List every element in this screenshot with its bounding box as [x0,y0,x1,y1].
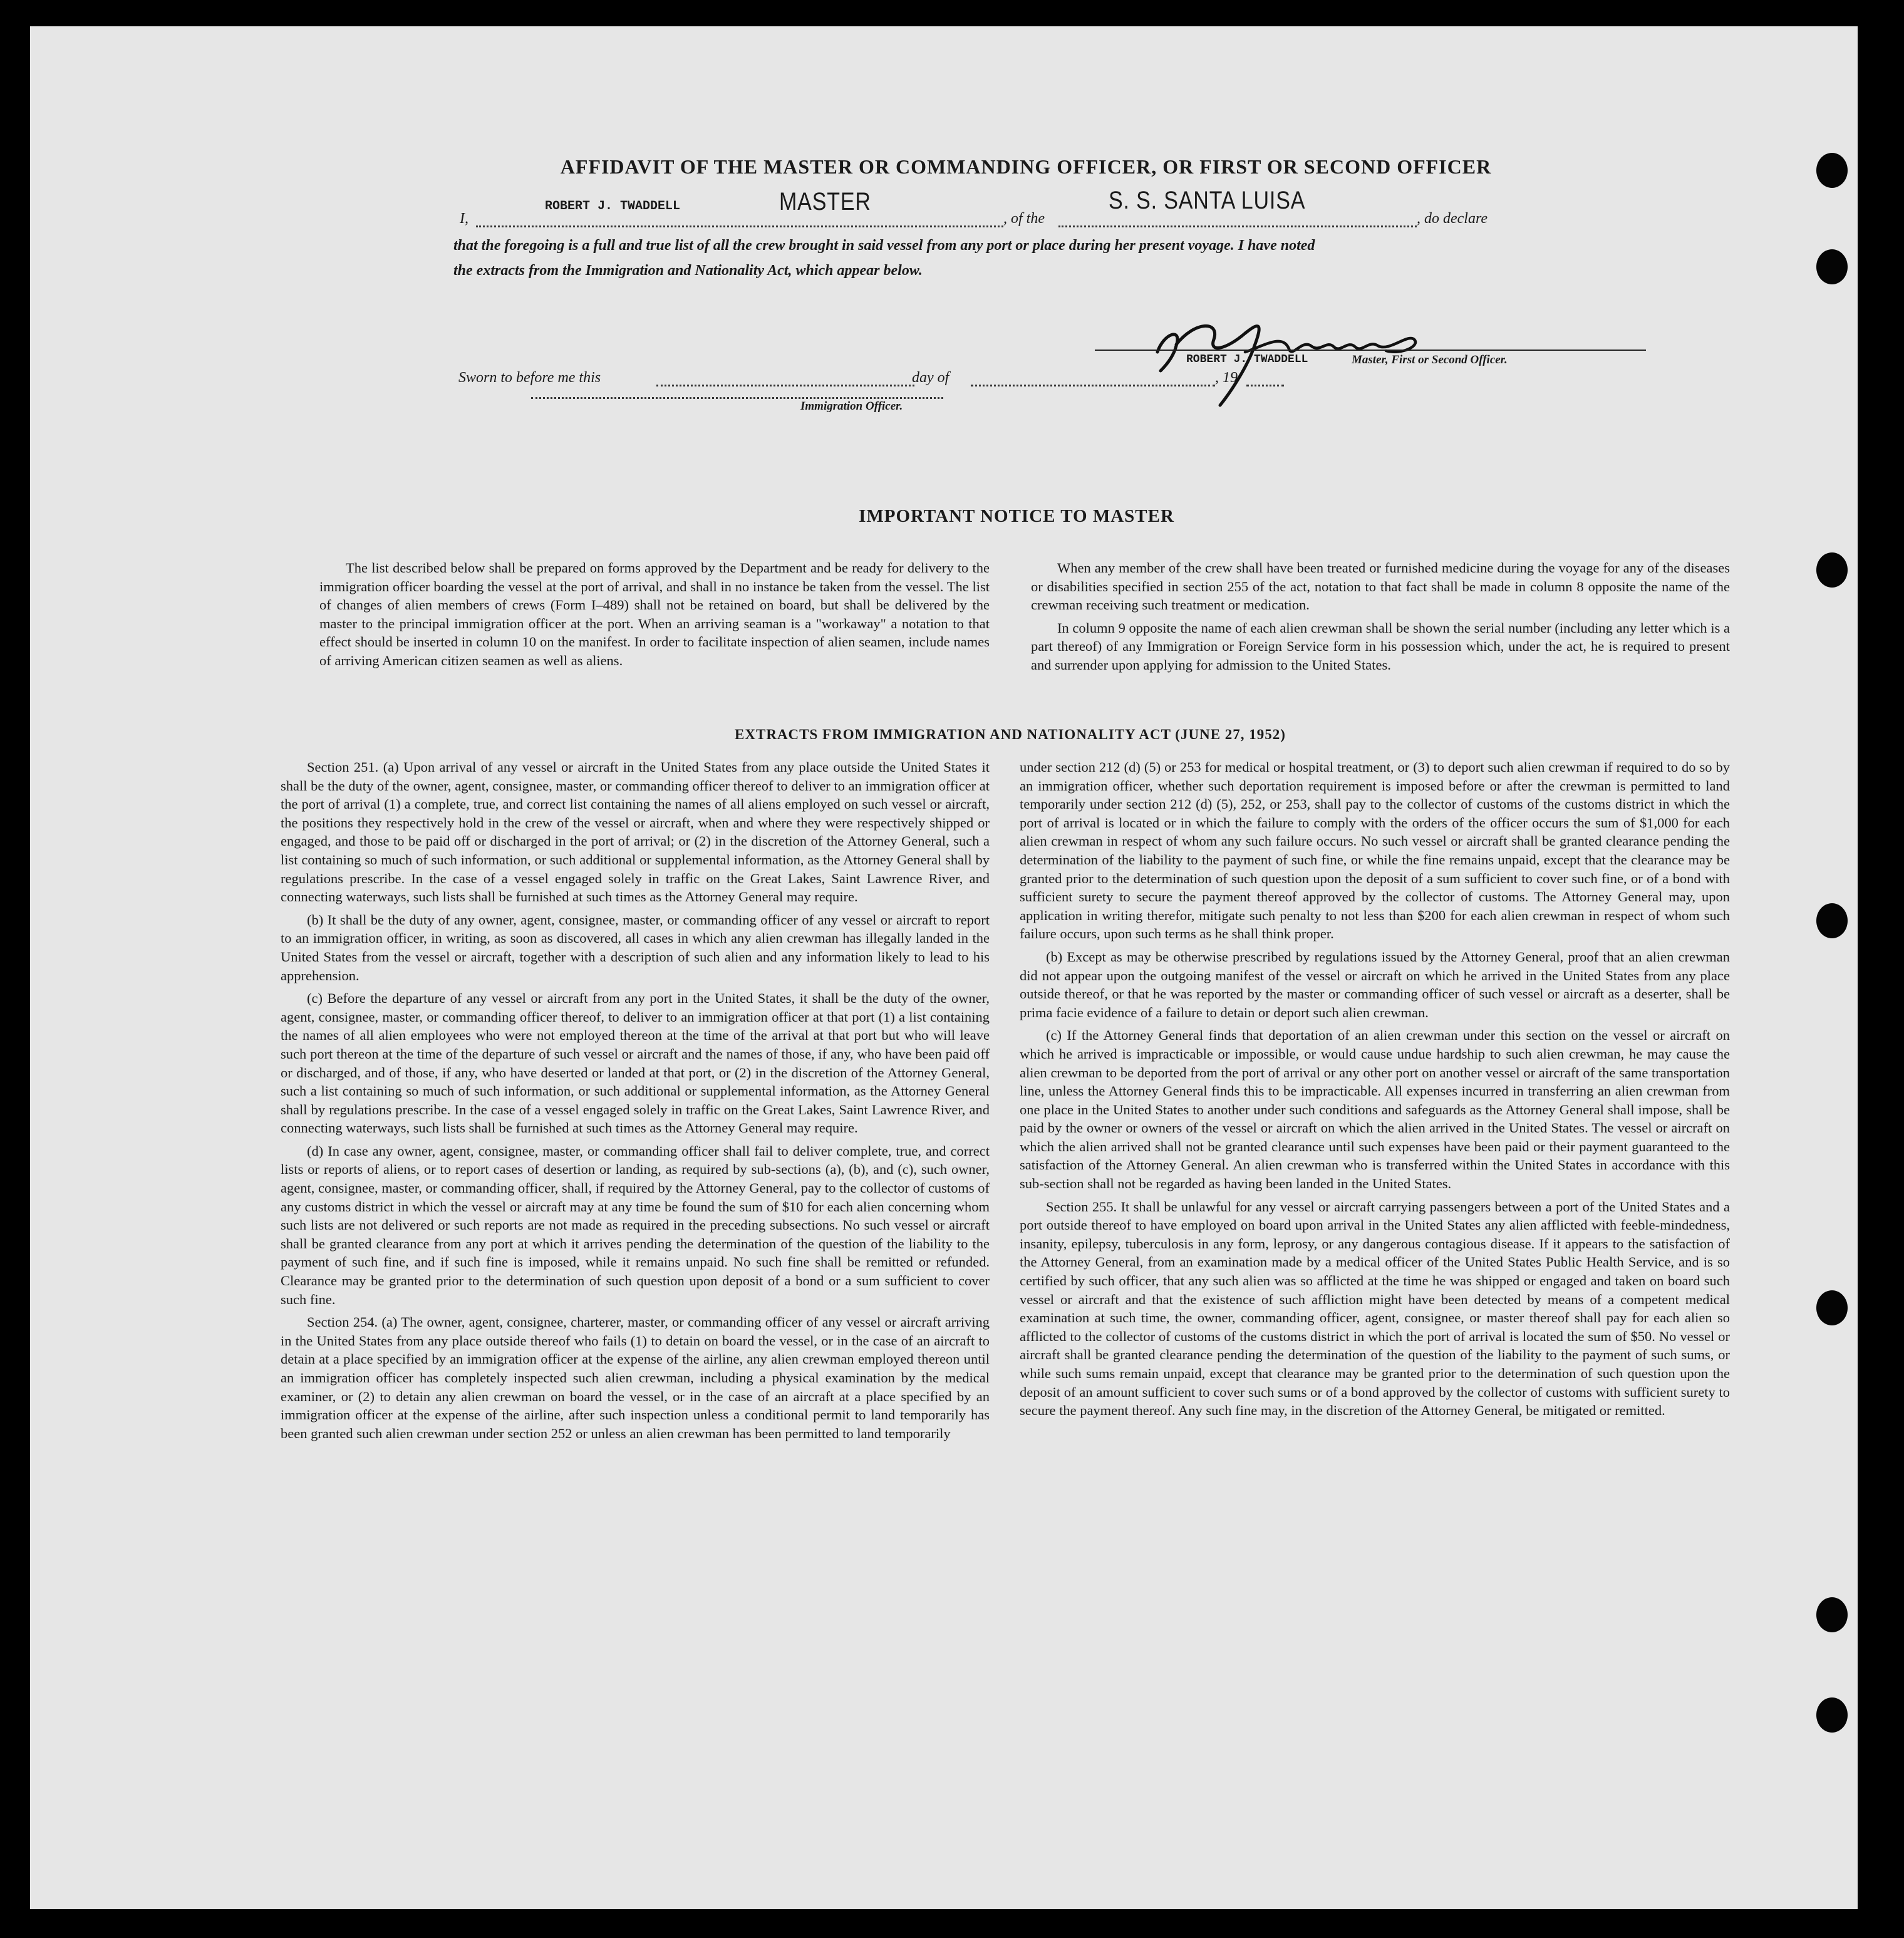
section-251-a: Section 251. (a) Upon arrival of any vessel or aircraft in the United States from any place outside the United States it shall be the duty of the owner, agent, consignee, master, or commanding officer thereof to deliver to an immigration officer at the port of arrival (1) a complete, true, and correct list containing the names of all aliens employed on such vessel or aircraft, the positions they respectively hold in the crew of the vessel or aircraft, when and where they were respectively shipped or engaged, and those to be paid off or discharged in the port of arrival; or (2) in the discretion of the Attorney General, such a list containing so much of such information, or such additional or supplemental information, as the Attorney General shall by regulations prescribe. In the case of a vessel engaged solely in traffic on the Great Lakes, Saint Lawrence River, and connecting waterways, such lists shall be furnished at such times as the Attorney General may require. [281,759,990,905]
immigration-officer-line [531,397,943,399]
sworn-month-field [971,385,1215,386]
punch-hole [1816,1697,1848,1733]
affidavit-title: AFFIDAVIT OF THE MASTER OR COMMANDING OFFICER, OR FIRST OR SECOND OFFICER [560,155,1492,178]
section-254-a-continued: under section 212 (d) (5) or 253 for medical or hospital treatment, or (3) to deport such alien crewman if required to do so by an immigration officer, whether such deportation requirement is imposed before or after the crewman is permitted to land temporarily under section 212 (d) (5), 252, or 253, shall pay to the collector of customs of the customs district in which the port of arrival is located or in which the failure to comply with the orders of the officer occurs the sum of $1,000 for each alien crewman in respect of whom any such failure occurs. No such vessel or aircraft shall be granted clearance pending the determination of the liability to the payment of such fine, or while the fine remains unpaid, except that the clearance may be granted prior to the determination of such question upon the deposit of a sum sufficient to cover such fine, or of a bond with sufficient surety to secure the payment thereof approved by the collector of customs. The Attorney General may, upon application in writing therefor, mitigate such penalty to not less than $200 for each alien crewman in respect of whom such failure occurs, upon such terms as he shall think proper. [1020,759,1730,942]
day-of-label: day of [912,370,949,386]
punch-hole [1816,153,1848,188]
extracts-right-column [1020,758,1730,1424]
signature-line [1095,350,1646,351]
do-declare-label: , do declare [1417,210,1488,227]
notice-right-paragraph-1: When any member of the crew shall have been treated or furnished medicine during the voyage for any of the diseases or disabilities specified in section 255 of the act, notation to that fact shall be made in column 8 opposite the name of the crewman receiving such treatment or medication. [1031,560,1730,613]
punch-hole [1816,903,1848,938]
signature-caption: Master, First or Second Officer. [1352,353,1508,366]
notice-left-column [319,559,990,675]
section-254-a: Section 254. (a) The owner, agent, consignee, charterer, master, or commanding officer of any vessel or aircraft arriving in the United States from any place outside thereof who fails (1) to detain on board the vessel, or in the case of an aircraft to detain at a place specified by an immigration officer at the expense of the airline, any alien crewman employed thereon until an immigration officer has completely inspected such alien crewman, including a physical examination by the medical examiner, or (2) to detain any alien crewman on board the vessel, or in the case of an aircraft at a place specified by an immigration officer at the expense of the airline, after such inspection unless a conditional permit to land temporarily has been granted such alien crewman under section 252 or unless an alien crewman has been permitted to land temporarily [281,1314,990,1441]
punch-hole [1816,552,1848,588]
sworn-year-field [1246,385,1284,386]
punch-hole [1816,249,1848,284]
vessel-field-line [1058,225,1417,227]
vessel-name-stamp: S. S. SANTA LUISA [1109,187,1306,214]
of-the-label: , of the [1003,210,1045,227]
section-254-c: (c) If the Attorney General finds that deportation of an alien crewman under this section on the vessel or aircraft on which he arrived is impracticable or impossible, or would cause undue hardship to such alien crewman, he may cause the alien crewman to be deported from the port of arrival or any other port on another vessel or aircraft of the same transportation line, unless the Attorney General finds this to be impracticable. All expenses incurred in transferring an alien crewman from one place in the United States to another under such conditions and safeguards as the Attorney General shall impose, shall be paid by the owner or owners of the vessel or aircraft on which the alien arrived in the United States. The vessel or aircraft on which the alien arrived shall not be granted clearance until such expenses have been paid or their payment guaranteed to the satisfaction of the Attorney General. An alien crewman who is transferred within the United States in accordance with this sub-section shall not be regarded as having been landed in the United States. [1020,1027,1730,1192]
immigration-officer-caption: Immigration Officer. [800,400,903,413]
section-251-d: (d) In case any owner, agent, consignee, master, or commanding officer shall fail to deliver complete, true, and correct lists or reports of aliens, or to report cases of desertion or landing, as required by sub-sections (a), (b), and (c), such owner, agent, consignee, master, or commanding officer, shall, if required by the Attorney General, pay to the collector of customs of any customs district in which the vessel or aircraft may at any time be found the sum of $10 for each alien concerning whom such lists are not delivered or such reports are not made as required in the preceding subsections. No such vessel or aircraft shall be granted clearance from any port at which it arrives pending the determination of the question of the liability to the payment of such fine, and if such fine is imposed, while it remains unpaid. No such fine shall be remitted or refunded. Clearance may be granted prior to the determination of such question upon deposit of a bond or a sum sufficient to cover such fine. [281,1143,990,1307]
master-name-field: ROBERT J. TWADDELL [545,199,681,214]
typed-signature-name: ROBERT J. TWADDELL [1186,353,1308,366]
name-field-line [476,225,1003,227]
sworn-label: Sworn to before me this [458,370,601,386]
declaration-text-2: the extracts from the Immigration and Nationality Act, which appear below. [453,262,923,279]
document-page [30,26,1858,1909]
punch-hole [1816,1597,1848,1632]
sworn-day-field [656,385,914,386]
i-label: I, [460,210,468,227]
punch-hole [1816,1290,1848,1325]
notice-title: IMPORTANT NOTICE TO MASTER [859,506,1174,526]
section-251-b: (b) It shall be the duty of any owner, agent, consignee, master, or commanding officer of any vessel or aircraft to report to an immigration officer, in writing, as soon as discovered, all cases in which any alien crewman has illegally landed in the United States from the vessel or aircraft, together with a description of such alien and any information likely to lead to his apprehension. [281,911,990,983]
rank-stamp: MASTER [779,188,871,215]
section-251-c: (c) Before the departure of any vessel or aircraft from any port in the United States, it shall be the duty of the owner, agent, consignee, master, or commanding officer thereof, to deliver to an immigration officer at that port (1) a list containing the names of all alien employees who were not employed thereon at the time of the arrival at that port but who will leave such port thereon at the time of the departure of such vessel or aircraft and the names of those, if any, who have been paid off or discharged, and of those, if any, who have deserted or landed at that port, or (2) in the discretion of the Attorney General, such a list containing so much of such information, or such additional or supplemental information, as the Attorney General shall by regulations prescribe. In the case of a vessel engaged solely in traffic on the Great Lakes, Saint Lawrence River, and connecting waterways, such lists shall be furnished at such times as the Attorney General may require. [281,990,990,1136]
notice-right-column [1031,559,1730,679]
section-255: Section 255. It shall be unlawful for any vessel or aircraft carrying passengers between a port of the United States and a port outside thereof to have employed on board upon arrival in the United States any alien afflicted with feeble-mindedness, insanity, epilepsy, tuberculosis in any form, leprosy, or any dangerous contagious disease. If it appears to the satisfaction of the Attorney General, from an examination made by a medical officer of the United States Public Health Service, and is so certified by such officer, that any such alien was so afflicted at the time he was shipped or engaged and taken on board such vessel or aircraft and that the existence of such affliction might have been detected by means of a competent medical examination at such time, the owner, commanding officer, agent, consignee, or master thereof shall pay for each alien so afflicted to the collector of customs of the customs district in which the port of arrival is located the sum of $50. No vessel or aircraft shall be granted clearance pending the determination of the question of the liability to the payment of such sums, or while such sums remain unpaid, except that clearance may be granted prior to the determination of such question upon the deposit of an amount sufficient to cover such sums or of a bond approved by the collector of customs with sufficient surety to secure the payment thereof. Any such fine may, in the discretion of the Attorney General, be mitigated or remitted. [1020,1198,1730,1419]
declaration-text-1: that the foregoing is a full and true list of all the crew brought in said vessel from any port or place during her present voyage. I have noted [453,237,1315,254]
year-label: , 19 [1215,370,1238,386]
notice-left-paragraph: The list described below shall be prepared on forms approved by the Department and be ready for delivery to the immigration officer boarding the vessel at the port of arrival, and shall in no instance be taken from the vessel. The list of changes of alien members of crews (Form I–489) shall not be retained on board, but shall be delivered by the master to the principal immigration officer at the port. When an arriving seaman is a "workaway" a notation to that effect should be inserted in column 10 on the manifest. In order to facilitate inspection of alien seamen, include names of arriving American citizen seamen as well as aliens. [319,560,990,668]
extracts-left-column [281,758,990,1447]
notice-right-paragraph-2: In column 9 opposite the name of each alien crewman shall be shown the serial number (including any letter which is a part thereof) of any Immigration or Foreign Service form in his possession which, under the act, he is required to present and surrender upon applying for admission to the United States. [1031,619,1730,673]
extracts-title: EXTRACTS FROM IMMIGRATION AND NATIONALITY ACT (JUNE 27, 1952) [735,727,1286,742]
section-254-b: (b) Except as may be otherwise prescribed by regulations issued by the Attorney General, proof that an alien crewman did not appear upon the outgoing manifest of the vessel or aircraft on which he arrived in the United States from any place outside thereof, or that he was reported by the master or commanding officer of such vessel or aircraft as a deserter, shall be prima facie evidence of a failure to detain or deport such alien crewman. [1020,948,1730,1020]
